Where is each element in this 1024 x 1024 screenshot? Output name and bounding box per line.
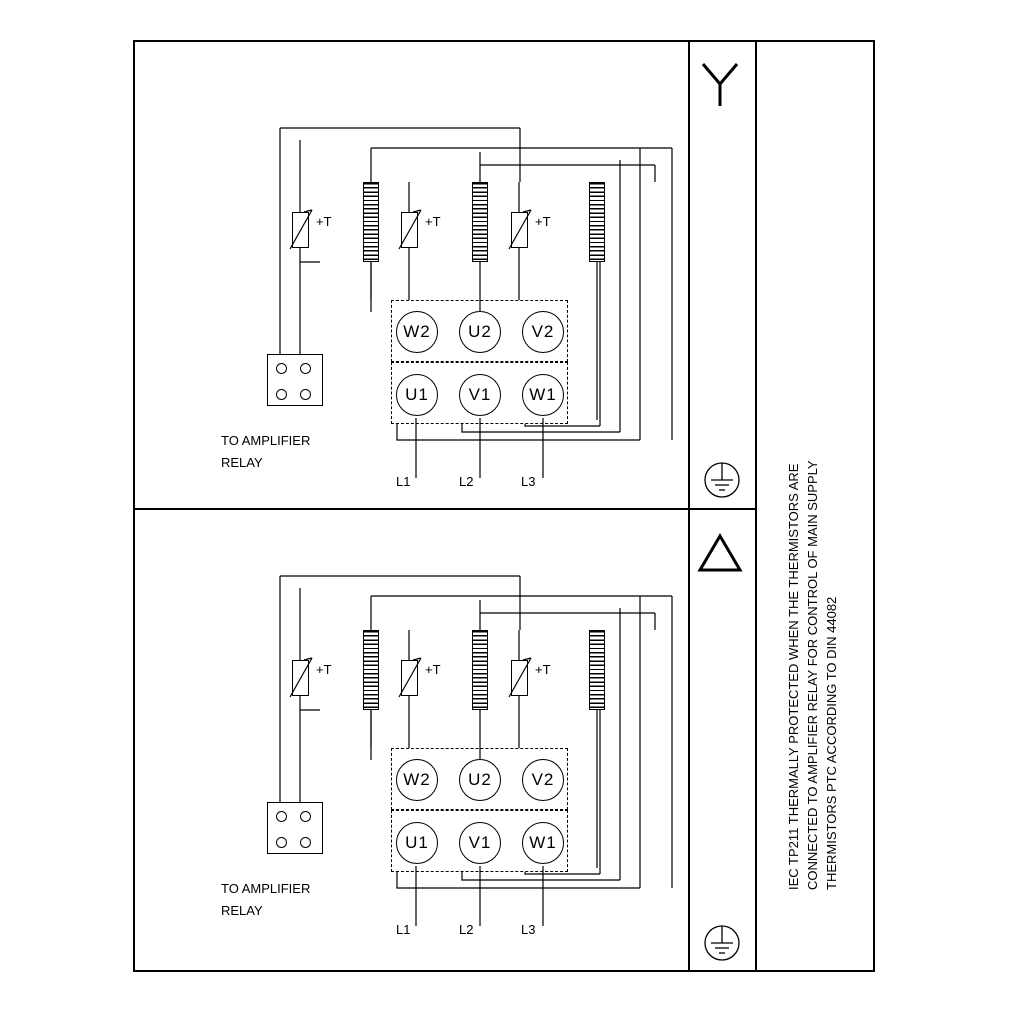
note-line-3: THERMISTORS PTC ACCORDING TO DIN 44082	[824, 596, 839, 890]
terminal-w2-star[interactable]: W2	[396, 311, 438, 353]
motor-winding-6	[589, 630, 605, 710]
supply-label-l1-star: L1	[396, 474, 411, 489]
connector-dot-1-delta	[276, 811, 287, 822]
connector-dot-3-delta	[276, 837, 287, 848]
terminal-u1-delta[interactable]: U1	[396, 822, 438, 864]
terminal-w1-star[interactable]: W1	[522, 374, 564, 416]
motor-winding-4	[363, 630, 379, 710]
connector-dot-2-delta	[300, 811, 311, 822]
amplifier-connector-delta[interactable]	[267, 802, 323, 854]
supply-label-l2-delta: L2	[459, 922, 474, 937]
ptc-label-1: +T	[316, 214, 332, 229]
connector-dot-4-delta	[300, 837, 311, 848]
amplifier-label-line2-delta: RELAY	[221, 903, 263, 918]
ptc-thermistor-5	[401, 660, 418, 696]
terminal-w1-delta[interactable]: W1	[522, 822, 564, 864]
terminal-v1-delta[interactable]: V1	[459, 822, 501, 864]
supply-label-l3-star: L3	[521, 474, 536, 489]
supply-label-l3-delta: L3	[521, 922, 536, 937]
supply-label-l1-delta: L1	[396, 922, 411, 937]
terminal-v2-delta[interactable]: V2	[522, 759, 564, 801]
terminal-u2-delta[interactable]: U2	[459, 759, 501, 801]
ptc-thermistor-4	[292, 660, 309, 696]
ptc-label-6: +T	[535, 662, 551, 677]
amplifier-label-line2-star: RELAY	[221, 455, 263, 470]
terminal-v1-star[interactable]: V1	[459, 374, 501, 416]
terminal-v2-star[interactable]: V2	[522, 311, 564, 353]
ptc-label-2: +T	[425, 214, 441, 229]
terminal-w2-delta[interactable]: W2	[396, 759, 438, 801]
ptc-thermistor-6	[511, 660, 528, 696]
ptc-label-4: +T	[316, 662, 332, 677]
ptc-label-3: +T	[535, 214, 551, 229]
note-line-1: IEC TP211 THERMALLY PROTECTED WHEN THE THERMISTORS ARE	[786, 463, 801, 890]
terminal-u2-star[interactable]: U2	[459, 311, 501, 353]
note-line-2: CONNECTED TO AMPLIFIER RELAY FOR CONTROL OF MAIN SUPPLY	[805, 460, 820, 890]
motor-winding-5	[472, 630, 488, 710]
terminal-u1-star[interactable]: U1	[396, 374, 438, 416]
ptc-label-5: +T	[425, 662, 441, 677]
amplifier-label-line1-delta: TO AMPLIFIER	[221, 881, 311, 896]
supply-label-l2-star: L2	[459, 474, 474, 489]
amplifier-label-line1-star: TO AMPLIFIER	[221, 433, 311, 448]
